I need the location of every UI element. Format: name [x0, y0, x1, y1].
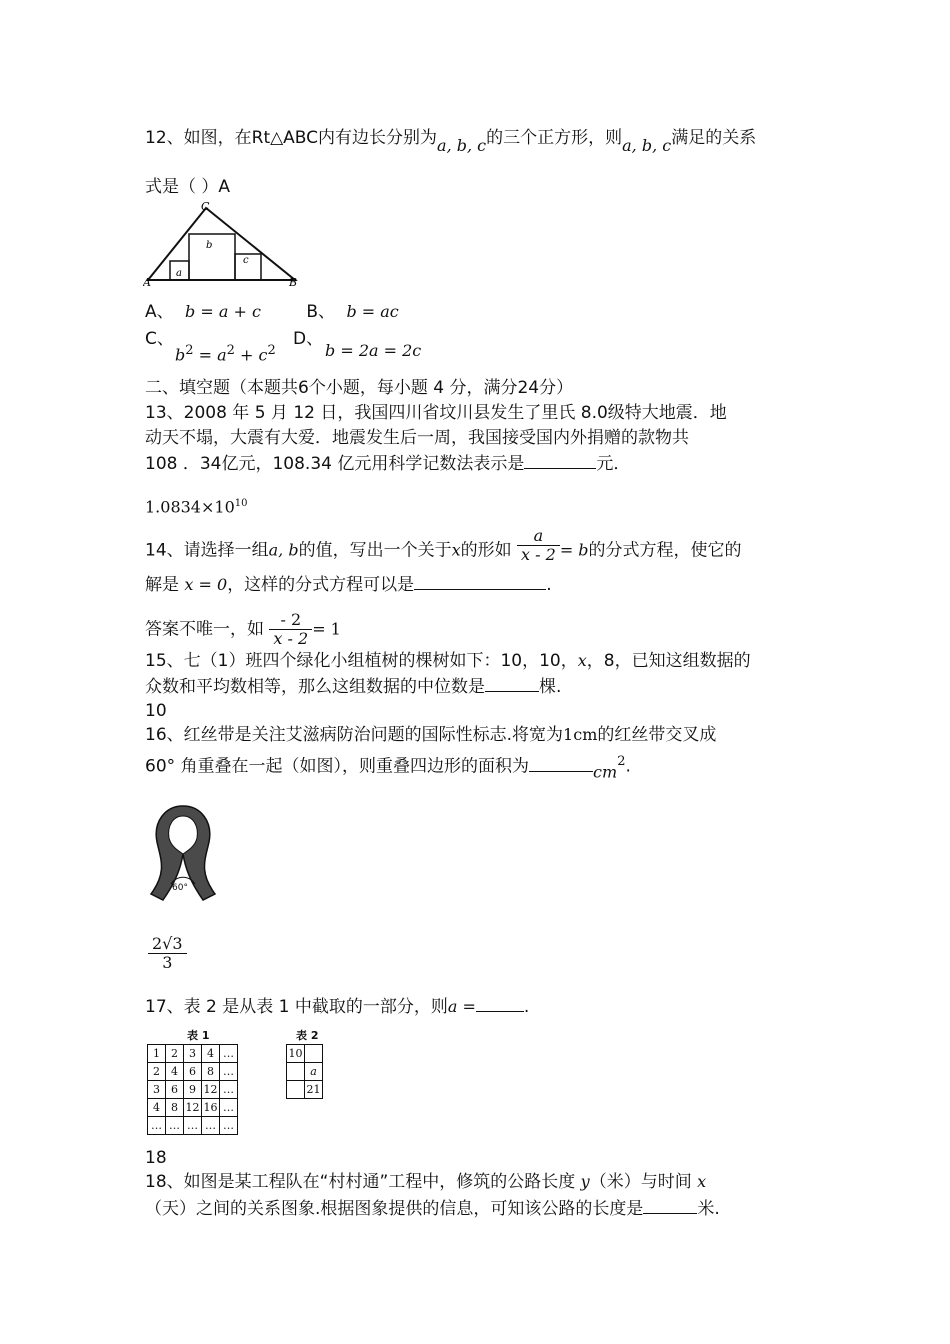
q17-table1-cell: 4: [148, 1099, 166, 1117]
q18-text-c: （天）之间的关系图象.根据图象提供的信息，可知该公路的长度是: [145, 1199, 644, 1219]
q17-table1-cell: 3: [148, 1081, 166, 1099]
q17-table2-row: [287, 1081, 323, 1099]
q12-vars2: a, b, c: [622, 136, 672, 155]
q17-table2-cell: [287, 1063, 305, 1081]
q14-eq-b: = b: [559, 540, 589, 560]
q12-opt-c-sup3: 2: [267, 343, 276, 358]
q14-ans-num: - 2: [280, 610, 302, 629]
q14-answer-fraction: [269, 611, 312, 648]
q16-text-a: 16、红丝带是关注艾滋病防治问题的国际性标志.将宽为: [145, 725, 564, 745]
q16-unit-sup: 2: [617, 754, 626, 769]
q15-x: x: [577, 651, 587, 670]
q17-table1-cell: 6: [166, 1081, 184, 1099]
q14-line2: [145, 573, 552, 596]
q12-opt-c-b: b: [175, 345, 186, 365]
q14-text-g: .: [546, 575, 552, 595]
q12-opt-b-label: B、: [306, 302, 336, 322]
q14-ab: a, b: [268, 540, 299, 560]
q16-unit: cm: [593, 762, 618, 782]
q15-text-c: 众数和平均数相等，那么这组数据的中位数是: [145, 677, 485, 697]
q12-options-row1: [145, 301, 399, 323]
q14-x: x: [451, 540, 461, 560]
q14-frac-num: a: [533, 526, 544, 545]
q12-label-a: a: [176, 268, 182, 279]
q15-text-a: 15、七（1）班四个绿化小组植树的棵树如下：10，10，: [145, 651, 578, 671]
q15-text-d: 棵.: [539, 677, 562, 697]
q13-line3-end: 元．: [596, 454, 631, 474]
q17-answer-blank: [476, 995, 524, 1012]
q14-text-d: 的分式方程，使它的: [588, 540, 742, 561]
q17-table1-cell: 16: [202, 1099, 220, 1117]
q16-line2: [145, 751, 631, 784]
q12-text-post: 满足的关系: [671, 128, 757, 148]
q18-line1: [145, 1171, 706, 1193]
q17-table1-cell: 1: [148, 1045, 166, 1063]
q12-label-B: B: [289, 276, 298, 288]
q15-line1: [145, 650, 751, 672]
q14-answer: [145, 611, 341, 648]
q14-line1: [145, 526, 742, 564]
q17-table1-cell: 12: [184, 1099, 202, 1117]
q17-table1-cell: …: [202, 1117, 220, 1135]
q17-table1-cell: 12: [202, 1081, 220, 1099]
q14-text-b: 的值，写出一个关于: [298, 540, 452, 561]
q15-text-b: ，8，已知这组数据的: [586, 651, 751, 671]
q13-line1: 13、2008 年 5 月 12 日，我国四川省坟川县发生了里氏 8.0级特大地震．地: [145, 403, 727, 423]
q12-label-C: C: [201, 200, 210, 213]
q16-text-c: 60° 角重叠在一起（如图），则重叠四边形的面积为: [145, 756, 530, 777]
q17-table1-cell: 2: [148, 1063, 166, 1081]
q17-table1-cell: 4: [166, 1063, 184, 1081]
q16-text-d: .: [625, 756, 631, 777]
q14-ans-den: x - 2: [269, 629, 312, 648]
q12-opt-c-eq: = a: [193, 345, 227, 365]
q16-angle-label: 60°: [172, 883, 188, 893]
q12-label-b: b: [206, 240, 213, 251]
q17-table1-cell: 6: [184, 1063, 202, 1081]
q17-table1-cell: 8: [166, 1099, 184, 1117]
q17-table2-cell: [305, 1045, 323, 1063]
q17-table1-row: [148, 1081, 238, 1099]
q13-answer-mantissa: 1.0834×10: [145, 497, 235, 517]
q18-y: y: [580, 1172, 590, 1191]
q12-opt-d-label: D、: [293, 329, 324, 349]
q17-text-b: .: [523, 997, 530, 1017]
q18-text-d: 米.: [697, 1199, 720, 1219]
q17-table1-caption: 表 1: [187, 1029, 210, 1042]
q17-text-a: 17、表 2 是从表 1 中截取的一部分，则: [145, 997, 448, 1017]
q17-table2-cell: a: [305, 1063, 323, 1081]
q17-table1-cell: …: [166, 1117, 184, 1135]
q12-line1: [145, 127, 756, 157]
q17-line1: [145, 995, 529, 1018]
q17-table1-cell: 8: [202, 1063, 220, 1081]
q13-answer-blank: [524, 452, 596, 469]
q17-a-eq: a =: [447, 997, 476, 1016]
q16-width: 1cm: [563, 725, 598, 744]
q13-line3-text: 108 ．34亿元，108.34 亿元用科学记数法表示是: [145, 454, 525, 474]
q14-text-f: ，这样的分式方程可以是: [227, 575, 415, 595]
q12-line2: 式是（ ）A: [145, 177, 231, 197]
q17-table1-cell: 9: [184, 1081, 202, 1099]
q17-table2-cell: 10: [287, 1045, 305, 1063]
q17-table2-cell: [287, 1081, 305, 1099]
q17-table1-cell: …: [220, 1117, 238, 1135]
q16-ans-den: 3: [148, 953, 187, 972]
section-2-heading: 二、填空题（本题共6个小题，每小题 4 分，满分24分）: [145, 378, 574, 398]
q14-x0: x = 0: [184, 575, 228, 594]
q12-opt-c-label: C、: [145, 329, 174, 349]
q16-text-b: 的红丝带交叉成: [597, 725, 717, 745]
q16-line1: [145, 724, 716, 746]
q16-answer-blank: [529, 755, 593, 772]
q17-table1-cell: …: [148, 1117, 166, 1135]
q14-text-a: 14、请选择一组: [145, 540, 269, 561]
q17-table1-cell: 4: [202, 1045, 220, 1063]
q17-table2-row: [287, 1045, 323, 1063]
q13-line2: 动天不塌，大震有大爱．地震发生后一周，我国接受国内外捐赠的款物共: [145, 428, 689, 448]
q16-ans-num: 2√3: [152, 934, 183, 953]
q17-table2-row: [287, 1063, 323, 1081]
q12-opt-a-label: A、: [145, 302, 174, 322]
q16-answer-fraction: [148, 935, 187, 972]
q12-vars: a, b, c: [437, 136, 487, 155]
q12-opt-c-sup1: 2: [185, 343, 194, 358]
q14-ans-eq: = 1: [312, 619, 341, 639]
q12-opt-d-text: b = 2a = 2c: [325, 341, 422, 360]
q14-text-e: 解是: [145, 575, 179, 595]
q12-opt-a: b = a + c: [185, 302, 261, 321]
q17-table1-cell: …: [184, 1117, 202, 1135]
q16-ribbon-figure: [143, 800, 223, 905]
q12-label-A: A: [143, 276, 151, 288]
q12-text-pre: 12、如图，在Rt△ABC内有边长分别为: [145, 128, 438, 148]
q12-opt-c-plus: + c: [234, 345, 268, 365]
q13-answer: [145, 493, 247, 519]
q12-label-c: c: [243, 255, 249, 266]
q17-table1-row: [148, 1045, 238, 1063]
q17-table1-cell: 3: [184, 1045, 202, 1063]
q14-fraction: [517, 527, 560, 564]
q17-table1-cell: …: [220, 1099, 238, 1117]
q17-table1-row: [148, 1063, 238, 1081]
q17-table1-row: [148, 1099, 238, 1117]
q12-text-mid: 的三个正方形，则: [486, 128, 623, 148]
q14-frac-den: x - 2: [517, 545, 560, 564]
q17-table2-caption: 表 2: [296, 1029, 319, 1042]
q17-table2: [286, 1044, 323, 1099]
q13-answer-exponent: 10: [234, 498, 248, 509]
q12-opt-c-sup2: 2: [226, 343, 235, 358]
q18-answer-blank: [643, 1197, 697, 1214]
q18-text-a: 18、如图是某工程队在“村村通”工程中，修筑的公路长度: [145, 1172, 576, 1192]
q14-answer-blank: [414, 573, 546, 590]
q15-answer: 10: [145, 701, 167, 721]
q13-line3: [145, 452, 630, 475]
q12-opt-d: [325, 340, 421, 362]
q14-answer-text: 答案不唯一，如: [145, 619, 264, 640]
q15-answer-blank: [485, 675, 539, 692]
q18-x: x: [697, 1172, 707, 1191]
q15-line2: [145, 675, 561, 698]
q17-table1-cell: …: [220, 1045, 238, 1063]
q17-answer: 18: [145, 1148, 167, 1168]
q17-table1-cell: 2: [166, 1045, 184, 1063]
q17-table1-cell: …: [220, 1081, 238, 1099]
q17-table2-cell: 21: [305, 1081, 323, 1099]
q16-answer: [148, 935, 187, 972]
q12-opt-b: b = ac: [346, 302, 399, 321]
q17-table1-cell: …: [220, 1063, 238, 1081]
q18-text-b: （米）与时间: [589, 1172, 692, 1192]
q12-triangle-figure: [143, 198, 303, 288]
q17-table1-row: [148, 1117, 238, 1135]
q18-line2: [145, 1197, 720, 1220]
q17-table1: [147, 1044, 238, 1135]
q12-opt-c: [175, 340, 276, 367]
q14-text-c: 的形如: [460, 540, 512, 561]
